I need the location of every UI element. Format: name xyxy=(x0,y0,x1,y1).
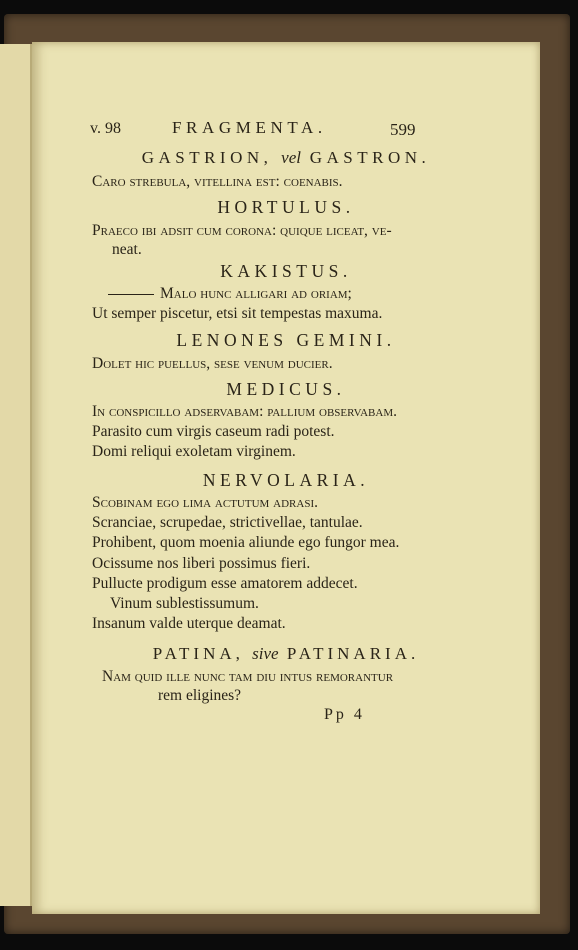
heading-gastrion xyxy=(32,148,540,168)
book-page xyxy=(32,42,540,914)
header-title: FRAGMENTA. xyxy=(172,118,327,137)
verse-line: rem eligines? xyxy=(158,687,242,704)
verse-line: Praeco ibi adsit cum corona: quique liceat, ve- xyxy=(92,222,392,239)
heading-part: PATINA, xyxy=(152,644,244,663)
verse-line: Scobinam ego lima actutum adrasi. xyxy=(92,494,318,511)
verse-line: neat. xyxy=(112,241,142,258)
verse-line: Caro strebula, vitellina est: coenabis. xyxy=(92,173,343,190)
heading-kakistus: KAKISTUS. xyxy=(220,261,352,281)
verse-line: Dolet hic puellus, sese venum ducier. xyxy=(92,355,333,372)
verse-line: Insanum valde uterque deamat. xyxy=(92,615,286,632)
verse-line: Parasito cum virgis caseum radi potest. xyxy=(92,423,335,440)
verse-line: Scranciae, scrupedae, strictivellae, tantulae. xyxy=(92,514,363,531)
verse-line-with-rule xyxy=(108,285,352,303)
heading-lenones-gemini: LENONES GEMINI. xyxy=(176,330,396,350)
heading-connector: vel xyxy=(281,148,301,167)
heading-patina xyxy=(32,644,540,664)
heading-part: PATINARIA. xyxy=(286,644,420,663)
heading-part: GASTRON. xyxy=(309,148,431,167)
page-text xyxy=(32,42,540,914)
left-page-edge xyxy=(0,44,32,906)
page-number: 599 xyxy=(390,120,416,139)
verse-line: Vinum sublestissumum. xyxy=(110,595,259,612)
verse-line: Nam quid ille nunc tam diu intus remorantur xyxy=(102,668,394,685)
heading-hortulus: HORTULUS. xyxy=(217,197,355,217)
signature-mark: Pp 4 xyxy=(324,706,365,723)
dash-rule xyxy=(108,294,154,295)
verse-line: Pullucte prodigum esse amatorem addecet. xyxy=(92,575,358,592)
heading-nervolaria: NERVOLARIA. xyxy=(202,470,370,490)
heading-medicus: MEDICUS. xyxy=(226,379,346,399)
header-verse: v. 98 xyxy=(90,120,121,137)
heading-part: GASTRION, xyxy=(141,148,273,167)
verse-line: Prohibent, quom moenia aliunde ego fungor mea. xyxy=(92,534,400,551)
verse-line: Ocissume nos liberi possimus fieri. xyxy=(92,555,311,572)
verse-line: In conspicillo adservabam: pallium observabam. xyxy=(92,403,397,420)
heading-connector: sive xyxy=(252,644,279,663)
verse-text: Malo hunc alligari ad oriam; xyxy=(160,285,352,302)
verse-line: Ut semper piscetur, etsi sit tempestas maxuma. xyxy=(92,305,383,322)
verse-line: Domi reliqui exoletam virginem. xyxy=(92,443,296,460)
